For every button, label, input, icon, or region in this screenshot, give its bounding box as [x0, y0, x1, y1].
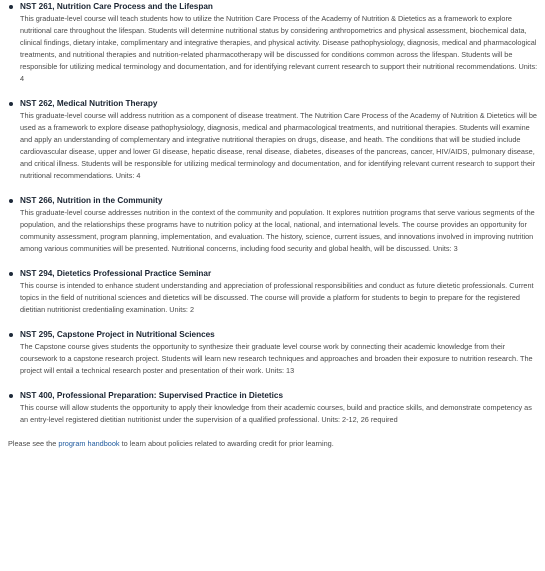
- bullet-icon: [9, 394, 13, 398]
- bullet-icon: [9, 333, 13, 337]
- course-item: [20, 267, 541, 316]
- course-description: This graduate-level course will address nutrition as a component of disease treatment. The Nutrition Care Process of the Academy of Nutrition & Dietetics will be used as a framework to explore disease pathophysiology, diagnosis, medical and pharmacological treatments, and nutritional therapies. Students will examine and apply an understanding of complementary and integrative nutritional therapies on drugs, disease, and heath. The conditions that will be studied include cardiovascular disease, upper and lower GI disease, hepatic disease, renal disease, diabetes, diseases of the pancreas, cancer, HIV/AIDS, pulmonary disease, and critical illness. Students will be responsible for utilizing medical terminology and documentation, and for identifying relevant current research to support their nutritional recommendations. Units: 4: [20, 111, 537, 180]
- course-description: This graduate-level course will teach students how to utilize the Nutrition Care Process of the Academy of Nutrition & Dietetics as a framework to explore nutritional care throughout the lifespan. Students will determine nutritional status by considering anthropometrics and physical assessment, biochemical data, clinical findings, dietary intake, complimentary and integrative therapies, and physical activity. Disease pathophysiology, diagnosis, medical and pharmacological treatments, and nutritional therapies and nutrition-related pharmacotherapy will be discussed for conditions common across the lifespan. Students will be responsible for utilizing medical terminology and documentation, and for identifying relevant current research to support their nutritional recommendations. Units: 4: [20, 14, 538, 83]
- course-title: NST 294, Dietetics Professional Practice Seminar: [20, 269, 212, 278]
- course-title: NST 400, Professional Preparation: Supervised Practice in Dietetics: [20, 391, 284, 400]
- course-title: NST 262, Medical Nutrition Therapy: [20, 99, 158, 108]
- bullet-icon: [9, 272, 13, 276]
- course-description: This graduate-level course addresses nutrition in the context of the community and population. It explores nutrition programs that serve various segments of the population, and the relationships these programs have to nutrition policy at the local, national, and international levels. The course provides an opportunity for community assessment, program planning, implementation, and evaluation. The history, science, current issues, and innovations involved in improving nutrition among various communities will be presented. Nutritional concerns, including food security and global health, will be discussed. Units: 3: [20, 208, 535, 253]
- course-title: NST 261, Nutrition Care Process and the Lifespan: [20, 2, 213, 11]
- course-item: [20, 97, 541, 182]
- footer-suffix: to learn about policies related to awarding credit for prior learning.: [119, 439, 334, 448]
- course-description: This course will allow students the opportunity to apply their knowledge from their academic courses, build and practice skills, and demonstrate competency as an entry-level registered dietitian nutritionist under the supervision of a qualified professional. Units: 2-12, 26 required: [20, 403, 532, 424]
- course-item: [20, 328, 541, 377]
- course-list: [8, 0, 541, 426]
- course-title: NST 266, Nutrition in the Community: [20, 196, 163, 205]
- course-description: This course is intended to enhance student understanding and appreciation of professional responsibilities and conduct as future dietetic professionals. Current topics in the field of nutritional sciences and dietetics will be discussed. The course will provide a platform for students to begin to prepare for the registered dietitian nutritionist credentialing examination. Units: 2: [20, 281, 534, 314]
- course-item: [20, 194, 541, 255]
- footer-prefix: Please see the: [8, 439, 59, 448]
- course-title: NST 295, Capstone Project in Nutritional Sciences: [20, 330, 215, 339]
- program-handbook-link[interactable]: program handbook: [58, 439, 120, 448]
- bullet-icon: [9, 199, 13, 203]
- bullet-icon: [9, 102, 13, 106]
- course-item: [20, 389, 541, 426]
- course-item: [20, 0, 541, 85]
- bullet-icon: [9, 5, 13, 9]
- course-description: The Capstone course gives students the opportunity to synthesize their graduate level course work by connecting their academic knowledge from their coursework to a capstone research project. Students will learn new research techniques and approaches and broaden their exposure to nutrition research. The project will entail a technical research poster and presentation of their work. Units: 13: [20, 342, 533, 375]
- footer-note: [8, 438, 541, 450]
